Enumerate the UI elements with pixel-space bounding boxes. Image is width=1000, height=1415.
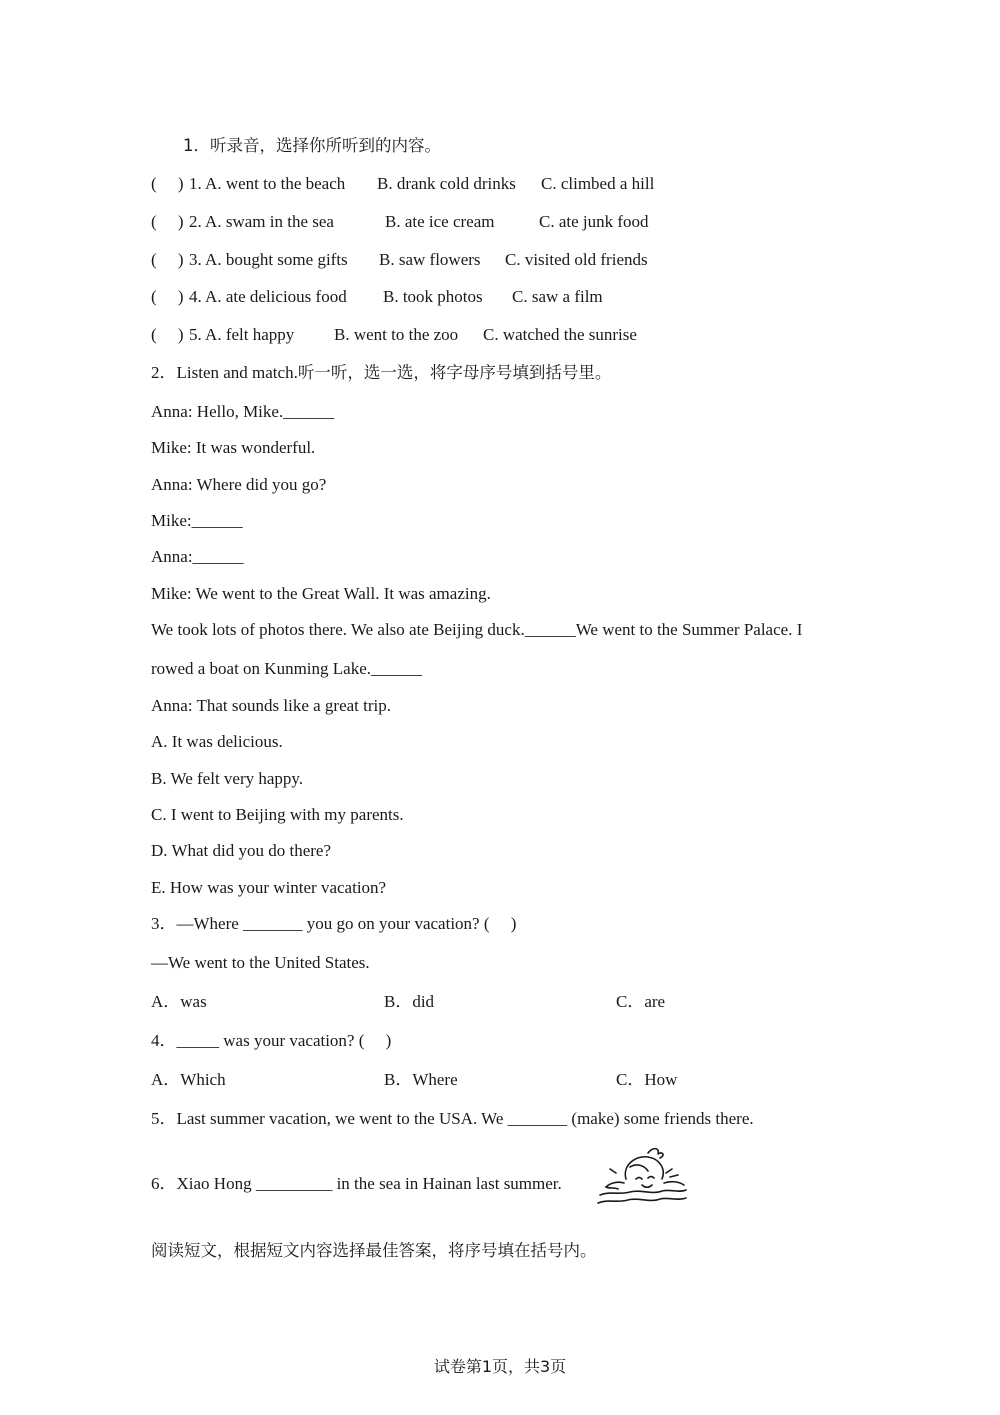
option-b: B. took photos [383, 287, 483, 306]
reading-instruction: 阅读短文，根据短文内容选择最佳答案，将序号填在括号内。 [151, 1241, 597, 1260]
question-6: 6．Xiao Hong _________ in the sea in Hainan last summer. [151, 1174, 562, 1193]
match-option: C. I went to Beijing with my parents. [151, 805, 404, 824]
section1-title: 1．听录音，选择你所听到的内容。 [183, 136, 441, 155]
choice-b[interactable]: B．Where [384, 1070, 458, 1089]
listening-item-5 [151, 324, 851, 346]
dialogue-line: Anna: Hello, Mike.______ [151, 402, 335, 421]
option-b: B. went to the zoo [334, 325, 459, 344]
listening-item-1 [151, 173, 851, 195]
listening-item-2 [151, 211, 851, 233]
match-option: D. What did you do there? [151, 841, 332, 860]
answer-bracket[interactable]: ( ) [151, 325, 184, 344]
option-c: C. watched the sunrise [483, 325, 637, 344]
section2-title [151, 362, 611, 384]
dialogue-line: Mike:______ [151, 511, 243, 530]
option-b: B. ate ice cream [385, 212, 495, 231]
choice-c[interactable]: C．How [616, 1070, 678, 1089]
option-b: B. saw flowers [379, 250, 481, 269]
dialogue-line: Anna:______ [151, 547, 244, 566]
choice-a[interactable]: A．was [151, 992, 207, 1011]
dialogue-line: Anna: That sounds like a great trip. [151, 696, 391, 715]
answer-bracket[interactable]: ( ) [151, 212, 184, 231]
dialogue-line: Mike: We went to the Great Wall. It was amazing. [151, 584, 491, 603]
listening-item-3 [151, 249, 851, 271]
dialogue-line: Mike: It was wonderful. [151, 438, 316, 457]
answer-bracket[interactable]: ( ) [151, 250, 184, 269]
option-a: 1. A. went to the beach [189, 174, 346, 193]
option-a: 5. A. felt happy [189, 325, 295, 344]
choice-c[interactable]: C．are [616, 992, 666, 1011]
option-c: C. visited old friends [505, 250, 648, 269]
option-c: C. ate junk food [539, 212, 649, 231]
question-3-answer-line: —We went to the United States. [151, 953, 370, 972]
question-3: 3．—Where _______ you go on your vacation? ( ) [151, 914, 517, 933]
answer-bracket[interactable]: ( ) [151, 174, 184, 193]
match-option: B. We felt very happy. [151, 769, 304, 788]
choice-a[interactable]: A．Which [151, 1070, 226, 1089]
match-option: E. How was your winter vacation? [151, 878, 387, 897]
section2-title-en: 2．Listen and match. [151, 363, 298, 382]
dialogue-line: rowed a boat on Kunming Lake.______ [151, 659, 422, 678]
section2-title-cn: 听一听，选一选，将字母序号填到括号里。 [297, 363, 612, 382]
question-4: 4．_____ was your vacation? ( ) [151, 1031, 392, 1050]
option-c: C. saw a film [512, 287, 603, 306]
match-option: A. It was delicious. [151, 732, 283, 751]
answer-bracket[interactable]: ( ) [151, 287, 184, 306]
question-4-options [151, 1069, 851, 1091]
option-a: 2. A. swam in the sea [189, 212, 334, 231]
question-5: 5．Last summer vacation, we went to the USA. We _______ (make) some friends there. [151, 1109, 754, 1128]
option-b: B. drank cold drinks [377, 174, 516, 193]
option-a: 3. A. bought some gifts [189, 250, 348, 269]
dialogue-line: Anna: Where did you go? [151, 475, 327, 494]
option-c: C. climbed a hill [541, 174, 655, 193]
choice-b[interactable]: B．did [384, 992, 435, 1011]
option-a: 4. A. ate delicious food [189, 287, 347, 306]
page-footer: 试卷第1页，共3页 [433, 1357, 567, 1376]
swimming-girl-icon [596, 1143, 690, 1213]
listening-item-4 [151, 286, 851, 308]
question-3-options [151, 991, 851, 1013]
dialogue-line: We took lots of photos there. We also ate Beijing duck.______We went to the Summer Palace. I [151, 620, 803, 639]
